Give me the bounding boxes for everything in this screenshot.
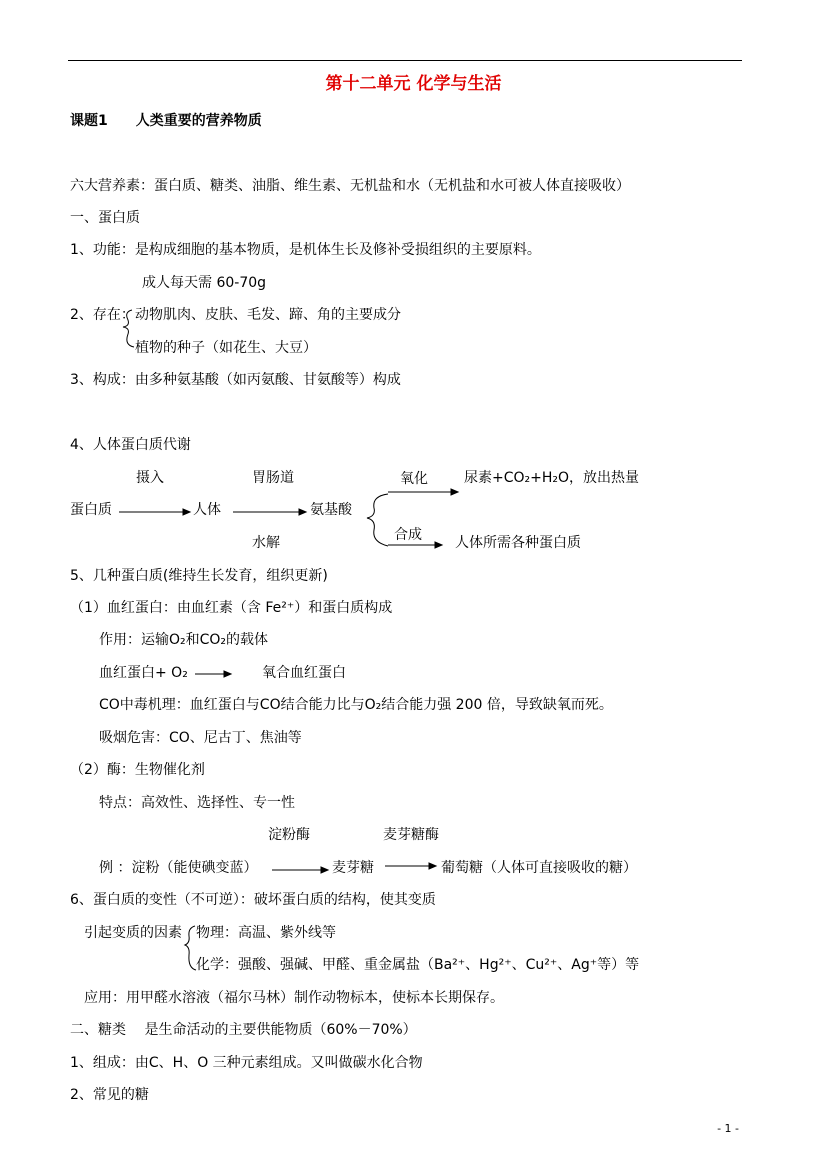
arrow-head	[429, 863, 436, 869]
metabolism-oxidation-product: 尿素+CO₂+H₂O，放出热量	[464, 470, 640, 486]
section-protein-heading: 一、蛋白质	[70, 210, 140, 226]
denaturation-physical: 物理：高温、紫外线等	[196, 925, 336, 941]
function-line: 1、功能：是构成细胞的基本物质，是机体生长及修补受损组织的主要原料。	[70, 242, 541, 258]
denaturation-brace	[185, 926, 196, 970]
denaturation-chemical: 化学：强酸、强碱、甲醛、重金属盐（Ba²⁺、Hg²⁺、Cu²⁺、Ag⁺等）等	[196, 957, 640, 973]
enzyme-features: 特点：高效性、选择性、专一性	[99, 795, 295, 811]
six-nutrients-line: 六大营养素：蛋白质、糖类、油脂、维生素、无机盐和水（无机盐和水可被人体直接吸收）	[70, 178, 630, 194]
metabolism-hydrolysis-label: 水解	[252, 535, 280, 551]
metabolism-ingest-label: 摄入	[136, 470, 164, 486]
protein-types-heading: 5、几种蛋白质(维持生长发育，组织更新)	[70, 568, 328, 584]
existence-plant: 植物的种子（如花生、大豆）	[135, 340, 317, 356]
metabolism-body: 人体	[193, 502, 221, 518]
existence-animal: 动物肌肉、皮肤、毛发、蹄、角的主要成分	[135, 307, 401, 323]
metabolism-amino-acid: 氨基酸	[310, 502, 352, 518]
composition-line: 3、构成：由多种氨基酸（如丙氨酸、甘氨酸等）构成	[70, 372, 401, 388]
smoking-hazard-line: 吸烟危害：CO、尼古丁、焦油等	[99, 730, 302, 746]
amylase-label: 淀粉酶	[268, 827, 310, 843]
metabolism-synthesis-label: 合成	[394, 527, 422, 543]
metabolism-synthesis-product: 人体所需各种蛋白质	[455, 535, 581, 551]
enzyme-example-start: 例 ：淀粉（能使碘变蓝）	[99, 860, 258, 876]
metabolism-brace	[367, 494, 388, 546]
section-sugar-heading: 二、糖类 是生命活动的主要供能物质（60%－70%）	[70, 1022, 417, 1038]
enzyme-example-maltose: 麦芽糖	[332, 860, 374, 876]
enzyme-line: （2）酶：生物催化剂	[70, 762, 205, 778]
arrow-head	[299, 509, 306, 515]
existence-label: 2、存在：	[70, 307, 135, 323]
header-rule	[68, 60, 742, 61]
arrow-head	[183, 509, 190, 515]
sugar-composition-line: 1、组成：由C、H、O 三种元素组成。又叫做碳水化合物	[70, 1055, 423, 1071]
hemoglobin-line: （1）血红蛋白：由血红素（含 Fe²⁺）和蛋白质构成	[70, 600, 393, 616]
denaturation-application: 应用：用甲醛水溶液（福尔马林）制作动物标本，使标本长期保存。	[84, 990, 504, 1006]
metabolism-heading: 4、人体蛋白质代谢	[70, 437, 191, 453]
arrow-head	[435, 542, 442, 548]
page-title: 第十二单元 化学与生活	[325, 74, 502, 94]
denaturation-line: 6、蛋白质的变性（不可逆）：破坏蛋白质的结构，使其变质	[70, 892, 436, 908]
metabolism-oxidation-label: 氧化	[400, 471, 428, 487]
co-poisoning-line: CO中毒机理：血红蛋白与CO结合能力比与O₂结合能力强 200 倍，导致缺氧而死。	[99, 697, 613, 713]
metabolism-protein: 蛋白质	[70, 502, 112, 518]
enzyme-example-glucose: 葡萄糖（人体可直接吸收的糖）	[441, 860, 637, 876]
daily-need-line: 成人每天需 60-70g	[142, 275, 267, 291]
hemoglobin-reactant: 血红蛋白+ O₂	[99, 665, 188, 681]
page-number: - 1 -	[717, 1122, 739, 1135]
maltase-label: 麦芽糖酶	[383, 827, 439, 843]
lesson-heading: 课题1 人类重要的营养物质	[70, 113, 262, 129]
hemoglobin-product: 氧合血红蛋白	[262, 665, 346, 681]
common-sugars-line: 2、常见的糖	[70, 1087, 149, 1103]
arrow-head	[224, 671, 231, 677]
denaturation-factors-label: 引起变质的因素	[84, 925, 182, 941]
hemoglobin-role: 作用：运输O₂和CO₂的载体	[99, 632, 269, 648]
metabolism-gi-label: 胃肠道	[252, 470, 294, 486]
arrow-head	[451, 489, 458, 495]
arrow-head	[321, 867, 328, 873]
